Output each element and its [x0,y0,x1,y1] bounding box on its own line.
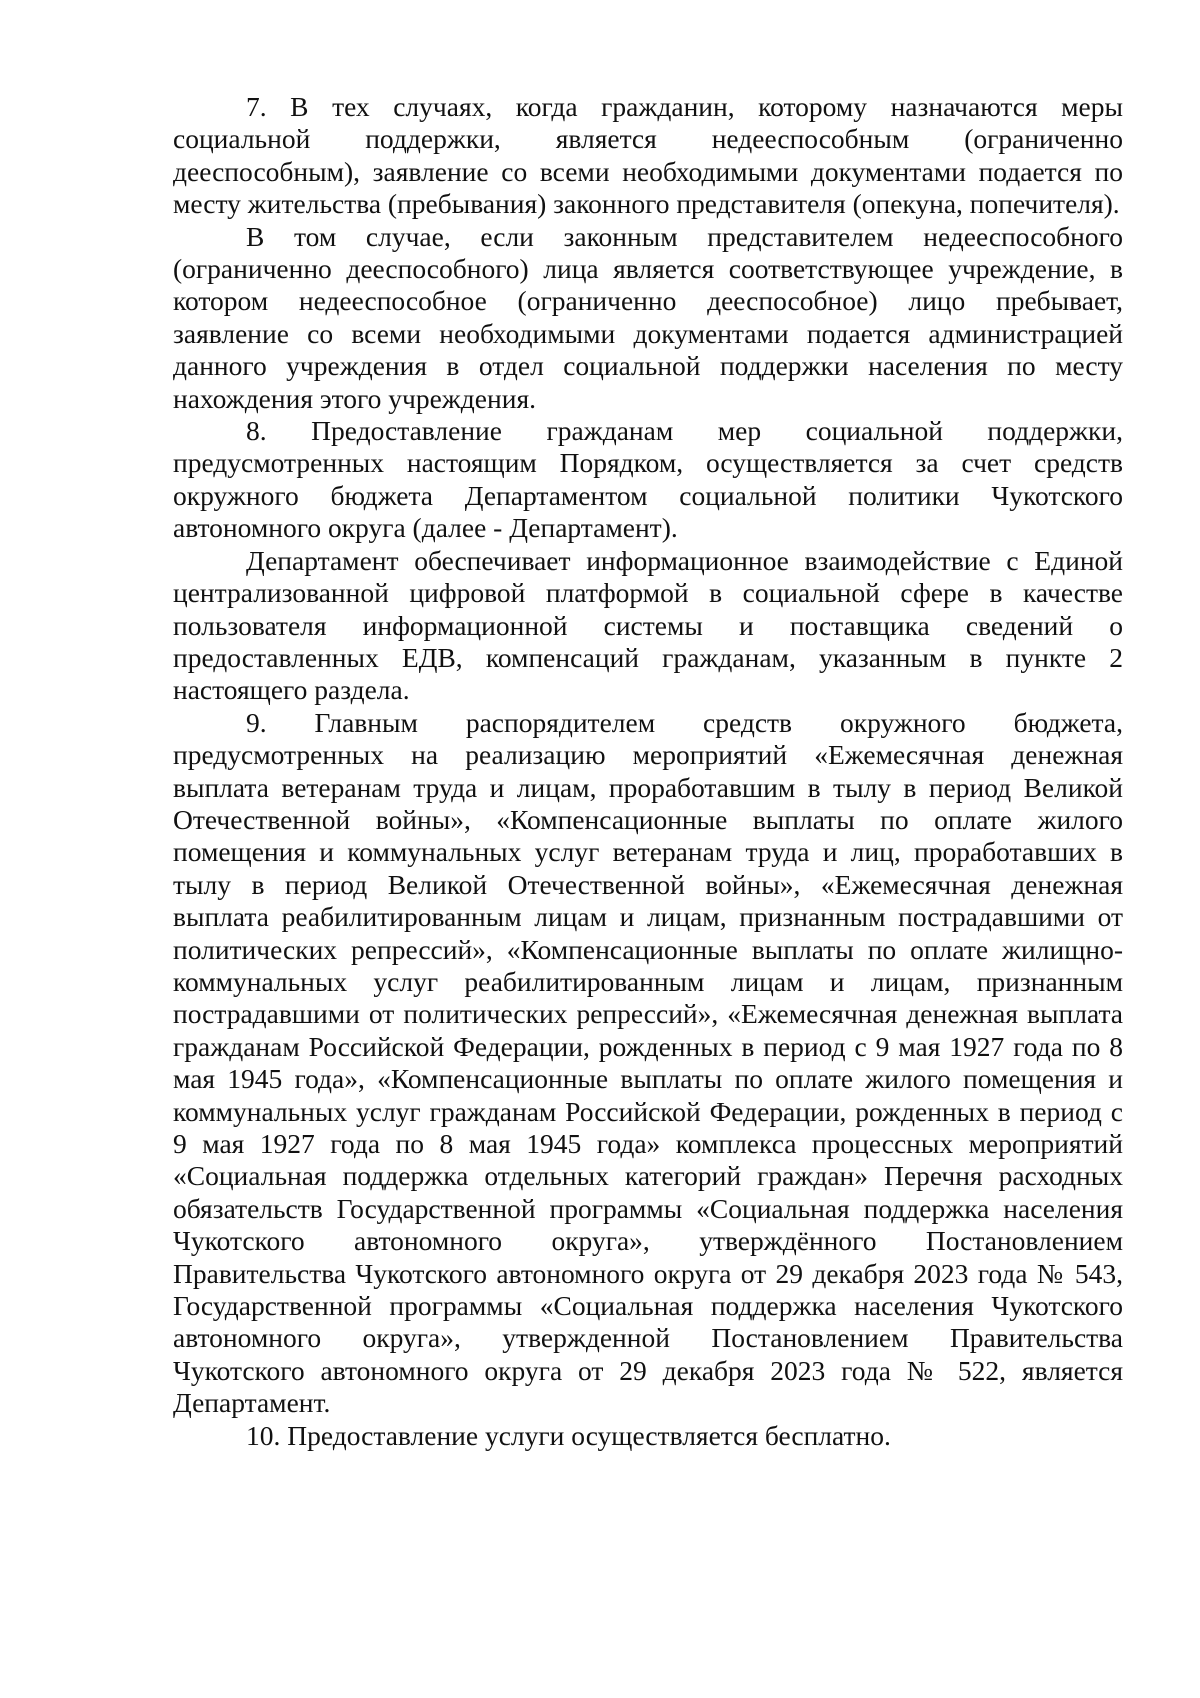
paragraph-7: 7. В тех случаях, когда гражданин, которому назначаются меры социальной поддержки, является недееспособным (ограниченно дееспособным), заявление со всеми необходимыми документами подается по месту жительства (пребывания) законного представителя (опекуна, попечителя). [173,91,1123,220]
paragraph-7-continued: В том случае, если законным представителем недееспособного (ограниченно дееспособного) лица является соответствующее учреждение, в котором недееспособное (ограниченно дееспособное) лицо пребывает, заявление со всеми необходимыми документами подается администрацией данного учреждения в отдел социальной поддержки населения по месту нахождения этого учреждения. [173,220,1123,414]
paragraph-10: 10. Предоставление услуги осуществляется бесплатно. [246,1419,891,1451]
paragraph-8: 8. Предоставление гражданам мер социальной поддержки, предусмотренных настоящим Порядком, осуществляется за счет средств окружного бюджета Департаментом социальной политики Чукотского автономного округа (далее - Департамент). [173,415,1123,544]
paragraph-9: 9. Главным распорядителем средств окружного бюджета, предусмотренных на реализацию мероприятий «Ежемесячная денежная выплата ветеранам труда и лицам, проработавшим в тылу в период Великой Отечественной войны», «Компенсационные выплаты по оплате жилого помещения и коммунальных услуг ветеранам труда и лиц, проработавших в тылу в период Великой Отечественной войны», «Ежемесячная денежная выплата реабилитированным лицам и лицам, признанным пострадавшими от политических репрессий», «Компенсационные выплаты по оплате жилищно-коммунальных услуг реабилитированным лицам и лицам, признанным пострадавшими от политических репрессий», «Ежемесячная денежная выплата гражданам Российской Федерации, рожденных в период с 9 мая 1927 года по 8 мая 1945 года», «Компенсационные выплаты по оплате жилого помещения и коммунальных услуг гражданам Российской Федерации, рожденных в период с 9 мая 1927 года по 8 мая 1945 года» комплекса процессных мероприятий «Социальная поддержка отдельных категорий граждан» Перечня расходных обязательств Государственной программы «Социальная поддержка населения Чукотского автономного округа», утверждённого Постановлением Правительства Чукотского автономного округа от 29 декабря 2023 года № 543, Государственной программы «Социальная поддержка населения Чукотского автономного округа», утвержденной Постановлением Правительства Чукотского автономного округа от 29 декабря 2023 года № 522, является Департамент. [173,706,1123,1419]
paragraph-8-continued: Департамент обеспечивает информационное взаимодействие с Единой централизованной цифровой платформой в социальной сфере в качестве пользователя информационной системы и поставщика сведений о предоставленных ЕДВ, компенсаций гражданам, указанным в пункте 2 настоящего раздела. [173,544,1123,706]
document-body [173,91,1123,1452]
